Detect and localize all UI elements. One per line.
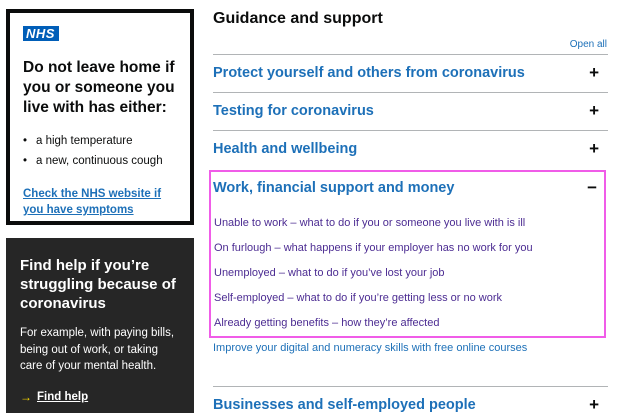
find-help-heading: Find help if you’re struggling because of coronavirus (20, 257, 176, 312)
accordion-section-testing[interactable] (213, 92, 608, 130)
accordion-section-protect[interactable] (213, 54, 608, 92)
plus-icon[interactable]: + (589, 63, 599, 82)
accordion-title[interactable]: Businesses and self-employed people (213, 397, 476, 413)
plus-icon[interactable]: + (589, 395, 599, 413)
symptom-item: • a new, continuous cough (23, 151, 178, 171)
symptom-list (23, 131, 178, 171)
accordion-title[interactable]: Work, financial support and money (213, 180, 455, 196)
find-help-description: For example, with paying bills, being out of work, or taking care of your mental health. (20, 327, 175, 372)
work-link-unable-to-work[interactable]: Unable to work – what to do if you or someone you live with is ill (214, 217, 526, 229)
work-link-furlough[interactable]: On furlough – what happens if your employer has no work for you (214, 242, 533, 254)
plus-icon[interactable]: + (589, 101, 599, 120)
nhs-logo: NHS (23, 26, 59, 41)
work-link-unemployed[interactable]: Unemployed – what to do if you’ve lost your job (214, 267, 445, 279)
symptom-item: • a high temperature (23, 131, 178, 151)
find-help-link-label: Find help (37, 390, 89, 403)
accordion-section-businesses[interactable] (213, 386, 608, 413)
open-all-button[interactable]: Open all (569, 39, 607, 50)
page-title: Guidance and support (213, 10, 383, 27)
nhs-website-link[interactable]: Check the NHS website if you have symptoms (23, 188, 162, 216)
digital-skills-link[interactable]: Improve your digital and numeracy skills with free online courses (213, 342, 528, 354)
nhs-alert-heading: Do not leave home if you or someone you live with has either: (23, 59, 175, 116)
accordion-section-work (209, 170, 606, 338)
find-help-link[interactable] (20, 390, 182, 404)
minus-icon[interactable]: − (587, 178, 597, 197)
nhs-alert-card (6, 9, 194, 225)
arrow-right-icon: → (20, 389, 32, 404)
find-help-card (6, 238, 194, 413)
work-link-self-employed[interactable]: Self-employed – what to do if you’re getting less or no work (214, 292, 502, 304)
work-link-benefits[interactable]: Already getting benefits – how they’re affected (214, 317, 440, 329)
plus-icon[interactable]: + (589, 139, 599, 158)
accordion-title[interactable]: Testing for coronavirus (213, 103, 374, 119)
accordion-title[interactable]: Health and wellbeing (213, 141, 358, 157)
accordion-section-health[interactable] (213, 130, 608, 168)
accordion-title[interactable]: Protect yourself and others from coronavirus (213, 65, 525, 81)
